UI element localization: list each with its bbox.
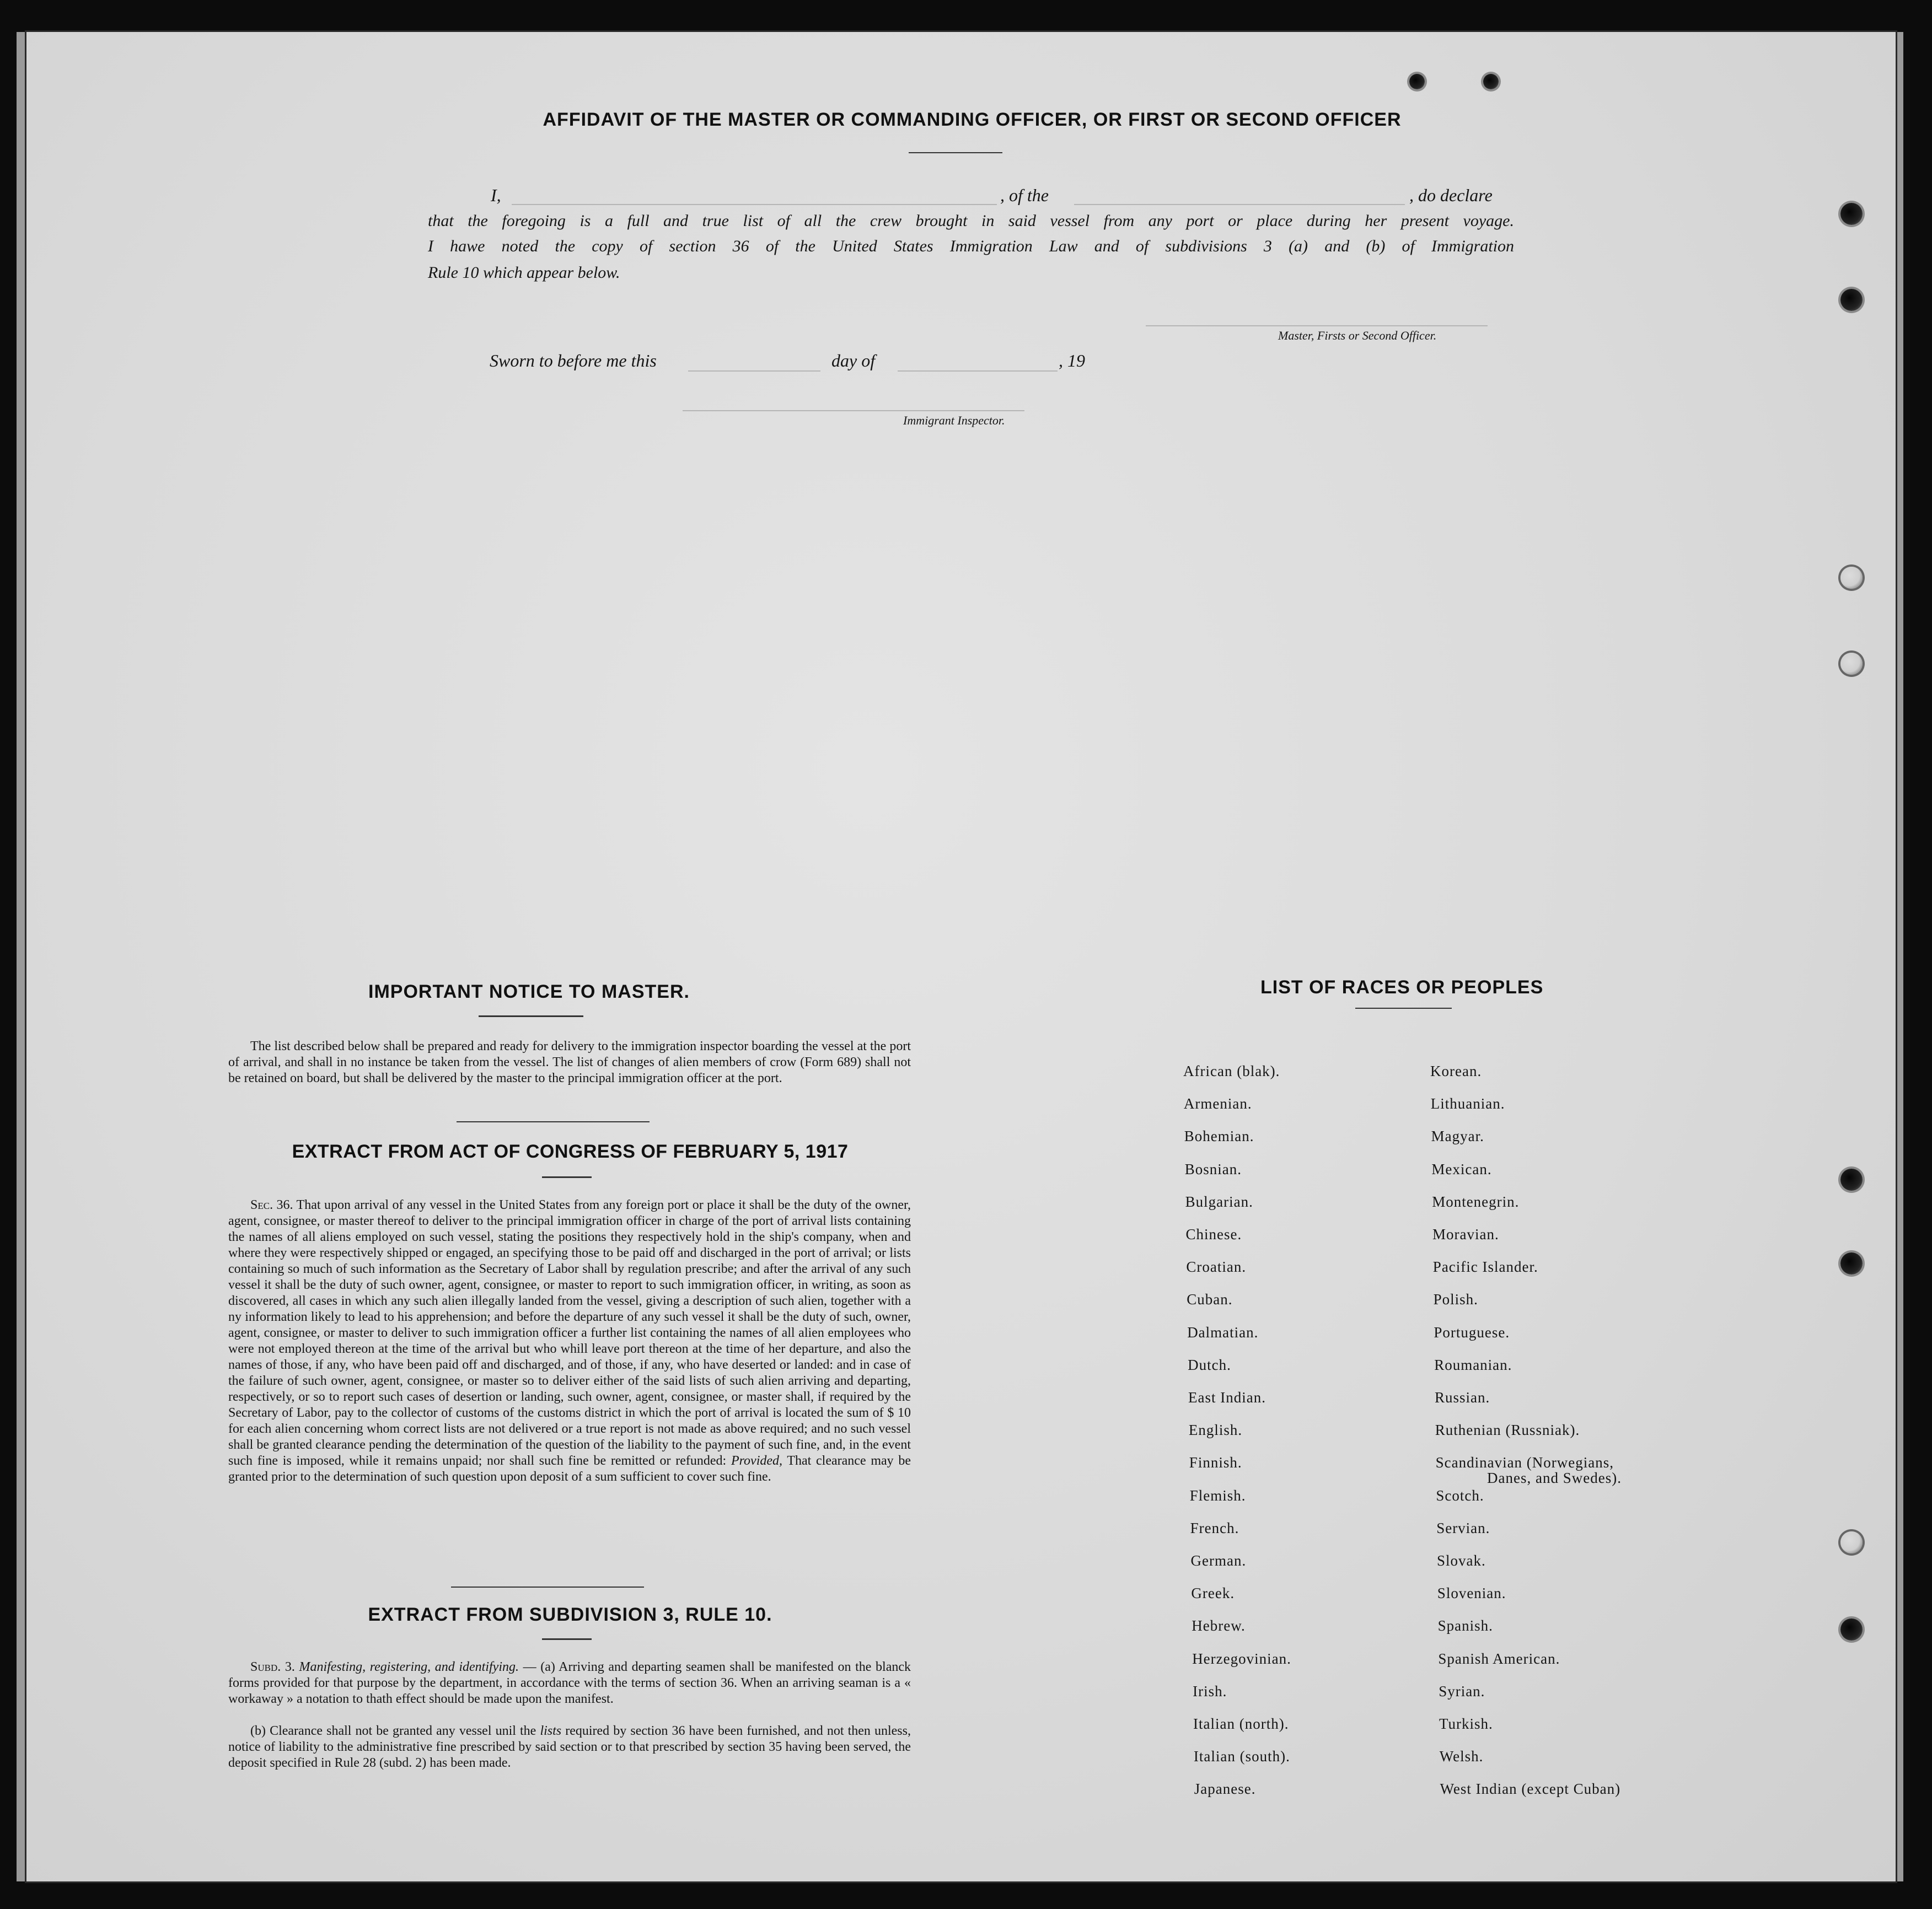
race-item: Russian. bbox=[1435, 1389, 1490, 1406]
race-item: Spanish American. bbox=[1438, 1650, 1560, 1667]
rule10-title-rule bbox=[542, 1638, 592, 1640]
master-name-field[interactable] bbox=[512, 204, 997, 205]
race-item: Bulgarian. bbox=[1185, 1193, 1253, 1210]
race-item: Bohemian. bbox=[1184, 1128, 1254, 1145]
affidavit-body-line1: that the foregoing is a full and true list of all the crew brought in said vessel from any port or place during her present voyage. bbox=[428, 212, 1514, 230]
rule10-subd-heading: Manifesting, registering, and identifying. bbox=[299, 1660, 519, 1674]
race-item: Greek. bbox=[1191, 1585, 1235, 1602]
act-body: That upon arrival of any vessel in the United States from any foreign port or place it shall be the duty of the owner, agent, consignee, or master thereof to deliver to the principal immigration officer in charge of the port of arrival lists containing the names of all aliens employed on such vessel, stating the positions they respectively hold in the ship's company, when and where they were respectively shipped or engaged, an specifying those to be paid off and discharged in the port of arrival; or lists containing so much of such information as the Secretary of Labor shall by regulation prescribe; and after the arrival of any such vessel it shall be the duty of such owner, agent, consignee, or master to report to such immigration officer, in writing, as soon as discovered, all cases in which any such alien illegally landed from the vessel, giving a description of such alien, together with a ny information likely to lead to his apprehension; and before the departure of any such vessel it shall be the duty of such, owner, agent, consignee, or master to deliver to such immigration officer a further list containing the names of all alien employees who were not employed thereon at the time of the arrival but who whill leave port thereon at the time of her departure, and also the names of those, if any, who have been paid off and discharged, and of those, if any, who have deserted or landed: and in case of the failure of such owner, agent, consignee, or master so to deliver either of the said lists of such alien arriving and departing, respectively, or so to report such cases of desertion or landing, such owner, agent, consignee, or master shall, if required by the Secretary of Labor, pay to the collector of customs of the customs district in which the port of arrival is located the sum of $ 10 for each alien concerning whom correct lists are not delivered or a true report is not made as above required; and no such vessel shall be granted clearance pending the determination of the question of the liability to the payment of such fine, and, in the event such fine is imposed, while it remains unpaid; nor shall such fine be remitted or refunded: bbox=[228, 1198, 911, 1468]
act-provided-label: Provided, bbox=[731, 1454, 783, 1468]
race-item: Spanish. bbox=[1437, 1617, 1493, 1634]
race-item: Ruthenian (Russniak). bbox=[1435, 1422, 1580, 1439]
vessel-name-field[interactable] bbox=[1074, 204, 1405, 205]
race-item: Dalmatian. bbox=[1187, 1324, 1259, 1341]
sworn-label: Sworn to before me this bbox=[490, 351, 657, 370]
race-item: Hebrew. bbox=[1192, 1617, 1246, 1634]
act-title-rule bbox=[542, 1176, 592, 1178]
document-page bbox=[26, 32, 1896, 1881]
race-item: Lithuanian. bbox=[1430, 1095, 1505, 1112]
race-item: Pacific Islander. bbox=[1432, 1259, 1538, 1276]
race-item: Slovenian. bbox=[1437, 1585, 1506, 1602]
rule10-para-b-end: required by section 36 have been furnished, and not then unless, notice of liability to the administrative fine prescribed by said section or to that prescribed by section 35 having been served, the deposit specified in Rule 28 (subd. 2) has been made. bbox=[228, 1724, 911, 1770]
year-label: , 19 bbox=[1059, 351, 1085, 370]
race-item: Moravian. bbox=[1432, 1226, 1499, 1243]
binder-hole-middle-1 bbox=[1840, 567, 1863, 589]
race-item: Polish. bbox=[1433, 1291, 1478, 1308]
race-item: Chinese. bbox=[1185, 1226, 1242, 1243]
race-item: Herzegovinian. bbox=[1192, 1650, 1291, 1667]
race-item: Servian. bbox=[1436, 1519, 1490, 1536]
race-item: Dutch. bbox=[1188, 1356, 1231, 1373]
rule10-subd-label: Subd. 3. bbox=[250, 1660, 295, 1674]
master-signature-label: Master, Firsts or Second Officer. bbox=[1278, 329, 1437, 342]
race-item: Turkish. bbox=[1439, 1716, 1493, 1732]
affidavit-body-line3: Rule 10 which appear below. bbox=[428, 264, 620, 282]
binder-hole-bottom-1 bbox=[1840, 1531, 1863, 1553]
rule10-para-a bbox=[228, 1659, 911, 1707]
sworn-day-field[interactable] bbox=[688, 370, 820, 372]
race-item: Flemish. bbox=[1189, 1487, 1246, 1504]
sworn-month-field[interactable] bbox=[898, 370, 1058, 372]
affidavit-body-line2: I hawe noted the copy of section 36 of the United States Immigration Law and of subdivisions 3 (a) and (b) of Immigration bbox=[428, 237, 1514, 255]
act-text bbox=[228, 1197, 911, 1485]
affidavit-declare-label: , do declare bbox=[1409, 185, 1493, 205]
race-item: East Indian. bbox=[1188, 1389, 1266, 1406]
act-body-end: That clearance may be granted prior to the determination of such question upon deposit of a sum sufficient to cover such fine. bbox=[228, 1454, 911, 1484]
rule10-title: EXTRACT FROM SUBDIVISION 3, RULE 10. bbox=[368, 1604, 772, 1625]
race-item: West Indian (except Cuban) bbox=[1440, 1781, 1621, 1798]
race-item: Slovak. bbox=[1437, 1552, 1486, 1569]
binder-hole-corner-2 bbox=[1483, 74, 1499, 89]
race-item: Mexican. bbox=[1431, 1160, 1492, 1177]
day-of-label: day of bbox=[831, 351, 876, 370]
affidavit-title: AFFIDAVIT OF THE MASTER OR COMMANDING OFFICER, OR FIRST OR SECOND OFFICER bbox=[543, 109, 1402, 130]
races-title-rule bbox=[1355, 1008, 1452, 1009]
notice-title: IMPORTANT NOTICE TO MASTER. bbox=[368, 981, 690, 1002]
binder-hole-bottom-2 bbox=[1840, 1618, 1863, 1641]
race-item: Irish. bbox=[1193, 1682, 1227, 1700]
act-divider bbox=[451, 1587, 644, 1588]
race-item: Magyar. bbox=[1431, 1128, 1484, 1145]
race-item: French. bbox=[1190, 1519, 1239, 1536]
race-item: Italian (north). bbox=[1193, 1716, 1289, 1732]
race-item: Cuban. bbox=[1187, 1291, 1233, 1308]
notice-divider bbox=[457, 1121, 650, 1122]
rule10-para-a-text: — (a) Arriving and departing seamen shall be manifested on the blanck forms provided for that purpose by the department, in accordance with the terms of section 36. When an arriving seaman is a « workaway » a notation to thath effect should be made upon the manifest. bbox=[228, 1660, 911, 1706]
rule10-para-b bbox=[228, 1723, 911, 1771]
master-signature-field[interactable] bbox=[1146, 325, 1488, 326]
binder-hole-lower-2 bbox=[1840, 1252, 1863, 1275]
race-item: English. bbox=[1188, 1422, 1243, 1439]
binder-hole-top-1 bbox=[1840, 203, 1863, 225]
affidavit-i-label: I, bbox=[491, 185, 501, 205]
page-edge-left bbox=[17, 32, 25, 1881]
race-item: Bosnian. bbox=[1184, 1160, 1242, 1177]
affidavit-of-the-label: , of the bbox=[1000, 185, 1049, 205]
page-edge-right bbox=[1897, 32, 1903, 1881]
race-item: Italian (south). bbox=[1193, 1748, 1290, 1765]
race-item: Armenian. bbox=[1183, 1095, 1252, 1112]
notice-text: The list described below shall be prepared and ready for delivery to the immigration inspector boarding the vessel at the port of arrival, and shall in no instance be taken from the vessel. The list of changes of alien members of crow (Form 689) shall not be retained on board, but shall be delivered by the master to the principal immigration officer at the port. bbox=[228, 1039, 911, 1085]
affidavit-title-rule bbox=[909, 152, 1002, 153]
race-item: Japanese. bbox=[1194, 1781, 1256, 1798]
race-item: Scotch. bbox=[1436, 1487, 1484, 1504]
notice-title-rule bbox=[479, 1015, 583, 1017]
inspector-label: Immigrant Inspector. bbox=[903, 413, 1005, 427]
race-item: Finnish. bbox=[1189, 1454, 1242, 1471]
race-item: Montenegrin. bbox=[1432, 1193, 1520, 1210]
race-item: Korean. bbox=[1430, 1063, 1482, 1079]
race-item: Roumanian. bbox=[1434, 1356, 1512, 1373]
binder-hole-top-2 bbox=[1840, 289, 1863, 311]
race-item: Scandinavian (Norwegians, bbox=[1435, 1454, 1614, 1471]
race-item: Welsh. bbox=[1439, 1748, 1484, 1765]
race-item: German. bbox=[1190, 1552, 1247, 1569]
binder-hole-lower-1 bbox=[1840, 1169, 1863, 1191]
races-title: LIST OF RACES OR PEOPLES bbox=[1260, 977, 1544, 998]
act-sec-label: Sec. 36. bbox=[250, 1198, 293, 1212]
race-item: African (blak). bbox=[1183, 1063, 1280, 1079]
binder-hole-corner-1 bbox=[1409, 74, 1425, 89]
inspector-signature-field[interactable] bbox=[683, 410, 1024, 411]
race-item: Portuguese. bbox=[1434, 1324, 1510, 1341]
act-title: EXTRACT FROM ACT OF CONGRESS OF FEBRUARY 5, 1917 bbox=[292, 1141, 849, 1162]
race-item: Croatian. bbox=[1186, 1259, 1247, 1276]
race-item: Danes, and Swedes). bbox=[1487, 1470, 1622, 1487]
race-item: Syrian. bbox=[1439, 1682, 1485, 1700]
rule10-para-b-start: (b) Clearance shall not be granted any vessel unil the bbox=[250, 1724, 536, 1738]
rule10-para-b-lists: lists bbox=[540, 1724, 562, 1738]
binder-hole-middle-2 bbox=[1840, 653, 1863, 675]
